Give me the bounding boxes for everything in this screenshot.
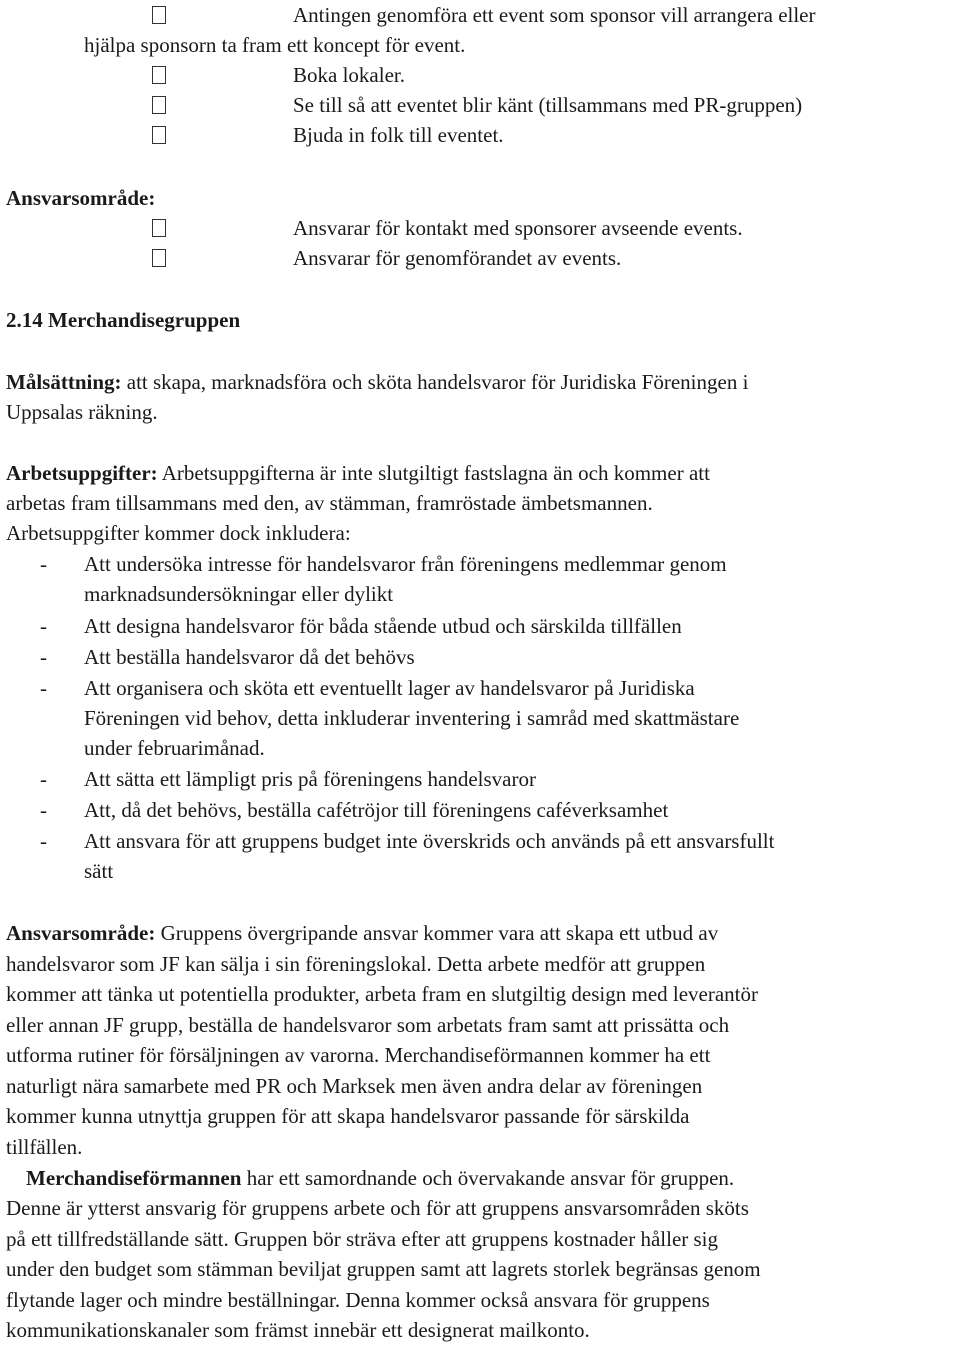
list-item: marknadsundersökningar eller dylikt bbox=[84, 582, 394, 606]
bullet-item: Antingen genomföra ett event som sponsor vill arrangera eller bbox=[293, 3, 816, 27]
list-item: Att designa handelsvaror för båda stående utbud och särskilda tillfällen bbox=[84, 614, 682, 638]
forman-line: Denne är ytterst ansvarig för gruppens arbete och för att gruppens ansvarsområden sköts bbox=[6, 1196, 749, 1220]
ansvar2-line: kommer kunna utnyttja gruppen för att skapa handelsvaror passande för särskilda bbox=[6, 1104, 690, 1128]
bullet-box-icon bbox=[152, 219, 166, 237]
forman-line: Merchandiseförmannen har ett samordnande och övervakande ansvar för gruppen. bbox=[26, 1166, 735, 1190]
ansvar2-line: Ansvarsområde: Gruppens övergripande ansvar kommer vara att skapa ett utbud av bbox=[6, 921, 719, 945]
forman-line: under den budget som stämman beviljat gruppen samt att lagrets storlek begränsas genom bbox=[6, 1257, 761, 1281]
bullet-box-icon bbox=[152, 66, 166, 84]
dash-marker: - bbox=[40, 552, 47, 576]
list-item: Att, då det behövs, beställa cafétröjor till föreningens caféverksamhet bbox=[84, 798, 669, 822]
dash-marker: - bbox=[40, 829, 47, 853]
dash-marker: - bbox=[40, 614, 47, 638]
ansvar2-line: utforma rutiner för försäljningen av varorna. Merchandiseförmannen kommer ha ett bbox=[6, 1043, 711, 1067]
list-item: under februarimånad. bbox=[84, 736, 265, 760]
list-item: Att organisera och sköta ett eventuellt lager av handelsvaror på Juridiska bbox=[84, 676, 695, 700]
list-item: Att undersöka intresse för handelsvaror från föreningens medlemmar genom bbox=[84, 552, 727, 576]
section-title: 2.14 Merchandisegruppen bbox=[6, 308, 241, 332]
list-item: Föreningen vid behov, detta inkluderar inventering i samråd med skattmästare bbox=[84, 706, 740, 730]
dash-marker: - bbox=[40, 645, 47, 669]
ansvar-item: Ansvarar för kontakt med sponsorer avseende events. bbox=[293, 216, 743, 240]
forman-line: flytande lager och mindre beställningar. Denna kommer också ansvara för gruppens bbox=[6, 1288, 710, 1312]
bullet-item: Boka lokaler. bbox=[293, 63, 405, 87]
forman-line: på ett tillfredställande sätt. Gruppen bör sträva efter att gruppens kostnader håller sig bbox=[6, 1227, 719, 1251]
dash-marker: - bbox=[40, 676, 47, 700]
ansvar-item: Ansvarar för genomförandet av events. bbox=[293, 246, 622, 270]
bullet-item-continuation: hjälpa sponsorn ta fram ett koncept för event. bbox=[84, 33, 466, 57]
arbetsuppgifter-line: arbetas fram tillsammans med den, av stämman, framröstade ämbetsmannen. bbox=[6, 491, 653, 515]
ansvar2-line: eller annan JF grupp, beställa de handelsvaror som arbetats fram samt att prissätta och bbox=[6, 1013, 730, 1037]
bullet-box-icon bbox=[152, 6, 166, 24]
bullet-box-icon bbox=[152, 249, 166, 267]
list-item: Att sätta ett lämpligt pris på föreningens handelsvaror bbox=[84, 767, 536, 791]
malsattning-line: Målsättning: att skapa, marknadsföra och sköta handelsvaror för Juridiska Föreningen i bbox=[6, 370, 749, 394]
ansvar-heading: Ansvarsområde: bbox=[6, 186, 156, 210]
ansvar2-line: handelsvaror som JF kan sälja i sin föreningslokal. Detta arbete medför att gruppen bbox=[6, 952, 706, 976]
dash-marker: - bbox=[40, 767, 47, 791]
malsattning-line: Uppsalas räkning. bbox=[6, 400, 158, 424]
dash-marker: - bbox=[40, 798, 47, 822]
arbetsuppgifter-line: Arbetsuppgifter kommer dock inkludera: bbox=[6, 521, 351, 545]
ansvar2-line: tillfällen. bbox=[6, 1135, 83, 1159]
ansvar2-line: kommer att tänka ut potentiella produkter, arbeta fram en slutgiltig design med leverantör bbox=[6, 982, 759, 1006]
forman-line: kommunikationskanaler som främst innebär ett designerat mailkonto. bbox=[6, 1318, 590, 1342]
bullet-item: Se till så att eventet blir känt (tillsammans med PR-gruppen) bbox=[293, 93, 803, 117]
list-item: sätt bbox=[84, 859, 114, 883]
bullet-box-icon bbox=[152, 126, 166, 144]
ansvar2-line: naturligt nära samarbete med PR och Marksek men även andra delar av föreningen bbox=[6, 1074, 703, 1098]
arbetsuppgifter-line: Arbetsuppgifter: Arbetsuppgifterna är inte slutgiltigt fastslagna än och kommer att bbox=[6, 461, 710, 485]
list-item: Att ansvara för att gruppens budget inte överskrids och används på ett ansvarsfullt bbox=[84, 829, 775, 853]
list-item: Att beställa handelsvaror då det behövs bbox=[84, 645, 415, 669]
bullet-item: Bjuda in folk till eventet. bbox=[293, 123, 504, 147]
bullet-box-icon bbox=[152, 96, 166, 114]
